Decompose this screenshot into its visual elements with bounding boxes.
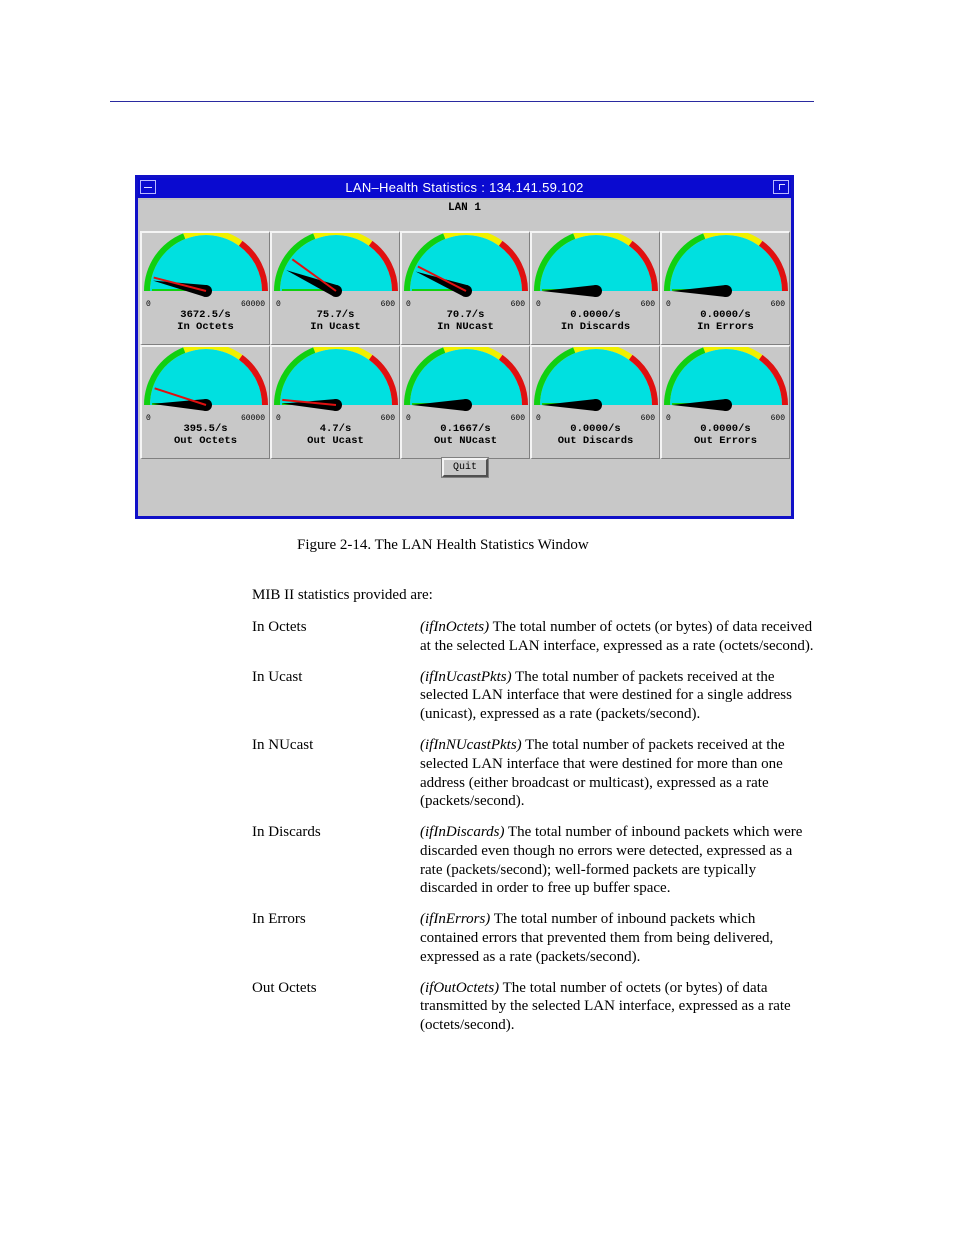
gauge-max-label: 60000 <box>240 300 265 309</box>
definition-description <box>420 736 815 811</box>
gauge-name: Out Ucast <box>307 435 364 447</box>
gauge-rate: 0.0000/s <box>700 309 751 321</box>
gauge-rate: 395.5/s <box>183 423 228 435</box>
figure-caption: Figure 2-14. The LAN Health Statistics Window <box>297 537 589 553</box>
definition-description <box>420 823 815 898</box>
gauge-dial <box>662 347 790 415</box>
gauge-max-label: 600 <box>510 300 525 309</box>
quit-button[interactable]: Quit <box>442 458 488 477</box>
gauge-max-label: 600 <box>510 414 525 423</box>
gauge-name: In Discards <box>560 321 631 333</box>
lan-health-window <box>135 175 794 519</box>
definition-text: The total number of octets (or bytes) of data transmitted by the selected LAN interface, expressed as a rate (octets/second). <box>420 979 791 1034</box>
gauge-name: Out Octets <box>173 435 237 447</box>
gauge-rate: 0.0000/s <box>700 423 751 435</box>
gauge-max-label: 600 <box>380 300 395 309</box>
definition-text: The total number of octets (or bytes) of data received at the selected LAN interface, expressed as a rate (octets/second). <box>420 619 814 654</box>
mib-object-name: (ifInDiscards) <box>420 824 505 841</box>
gauge-row <box>140 231 792 345</box>
gauge-in-errors <box>660 231 790 345</box>
window-title: LAN–Health Statistics : 134.141.59.102 <box>345 180 584 195</box>
gauge-rate: 75.7/s <box>316 309 355 321</box>
gauge-min-label: 0 <box>276 414 281 423</box>
gauge-dial <box>142 233 270 301</box>
gauge-min-label: 0 <box>406 414 411 423</box>
gauge-min-label: 0 <box>276 300 281 309</box>
gauge-max-label: 600 <box>380 414 395 423</box>
gauge-name: In NUcast <box>437 321 494 333</box>
gauge-out-nucast <box>400 345 530 459</box>
gauge-min-label: 0 <box>406 300 411 309</box>
definition-text: The total number of inbound packets which contained errors that prevented them from being delivered, expressed as a rate (packets/second). <box>420 911 774 965</box>
gauge-dial <box>272 347 400 415</box>
gauge-in-octets <box>140 231 270 345</box>
gauge-dial <box>272 233 400 301</box>
gauge-dial <box>532 233 660 301</box>
gauge-in-ucast <box>270 231 400 345</box>
needle-hub <box>720 399 732 411</box>
needle-hub <box>720 285 732 297</box>
maximize-button[interactable] <box>773 180 789 194</box>
definition-description <box>420 910 815 966</box>
gauge-name: In Errors <box>697 321 754 333</box>
gauge-dial <box>532 347 660 415</box>
definition-item <box>252 823 817 898</box>
definition-description <box>420 979 815 1035</box>
gauge-row <box>140 345 792 459</box>
definition-text: The total number of inbound packets which were discarded even though no errors were detected, expressed as a rate (packets/second); well-formed packets are typically discarded in order to free up buffer space. <box>420 824 803 897</box>
gauge-out-ucast <box>270 345 400 459</box>
gauge-max-label: 600 <box>770 414 785 423</box>
gauge-dial <box>402 233 530 301</box>
gauge-in-discards <box>530 231 660 345</box>
gauge-rate: 4.7/s <box>319 423 352 435</box>
needle-hub <box>590 285 602 297</box>
mib-object-name: (ifOutOctets) <box>420 979 500 996</box>
gauge-rate: 0.0000/s <box>570 309 621 321</box>
gauge-out-octets <box>140 345 270 459</box>
needle-hub <box>460 399 472 411</box>
gauge-min-label: 0 <box>536 414 541 423</box>
definition-item <box>252 668 817 724</box>
definition-item <box>252 979 817 1035</box>
definition-term: In Discards <box>252 824 321 841</box>
gauge-min-label: 0 <box>536 300 541 309</box>
gauge-min-label: 0 <box>666 414 671 423</box>
gauge-dial <box>142 347 270 415</box>
gauge-min-label: 0 <box>146 300 151 309</box>
gauge-dial <box>402 347 530 415</box>
definition-term: In Errors <box>252 911 306 928</box>
gauge-grid <box>140 231 792 459</box>
definition-term: In NUcast <box>252 737 314 754</box>
gauge-in-nucast <box>400 231 530 345</box>
intro-text: MIB II statistics provided are: <box>252 587 433 603</box>
definition-text: The total number of packets received at the selected LAN interface that were destined for a single address (unicast), expressed as a rate (packets/second). <box>420 668 792 723</box>
definition-term: In Octets <box>252 619 307 635</box>
gauge-name: Out Discards <box>557 435 634 447</box>
definition-item <box>252 736 817 811</box>
gauge-out-discards <box>530 345 660 459</box>
gauge-max-label: 600 <box>770 300 785 309</box>
gauge-min-label: 0 <box>666 300 671 309</box>
gauge-rate: 0.0000/s <box>570 423 621 435</box>
gauge-out-errors <box>660 345 790 459</box>
definition-term: In Ucast <box>252 668 303 685</box>
title-bar[interactable] <box>138 178 791 200</box>
definition-item <box>252 910 817 966</box>
window-menu-button[interactable] <box>140 180 156 194</box>
gauge-name: In Ucast <box>310 321 361 333</box>
definition-list <box>252 618 817 1047</box>
header-rule <box>110 101 814 102</box>
gauge-max-label: 60000 <box>240 414 265 423</box>
gauge-rate: 0.1667/s <box>440 423 491 435</box>
gauge-max-label: 600 <box>640 414 655 423</box>
mib-object-name: (ifInOctets) <box>420 619 490 635</box>
gauge-dial <box>662 233 790 301</box>
gauge-name: Out NUcast <box>433 435 497 447</box>
definition-item <box>252 618 817 655</box>
gauge-name: Out Errors <box>693 435 757 447</box>
gauge-min-label: 0 <box>146 414 151 423</box>
gauge-name: In Octets <box>177 321 234 333</box>
definition-description <box>420 618 815 655</box>
gauge-rate: 3672.5/s <box>180 309 231 321</box>
mib-object-name: (ifInErrors) <box>420 911 491 928</box>
mib-object-name: (ifInUcastPkts) <box>420 668 512 685</box>
definition-description <box>420 668 815 724</box>
definition-term: Out Octets <box>252 979 317 996</box>
lan-label: LAN 1 <box>447 202 481 214</box>
definition-text: The total number of packets received at the selected LAN interface that were destined for more than one address (either broadcast or multicast), expressed as a rate (packets/second). <box>420 737 785 810</box>
gauge-max-label: 600 <box>640 300 655 309</box>
gauge-rate: 70.7/s <box>446 309 485 321</box>
needle-hub <box>590 399 602 411</box>
mib-object-name: (ifInNUcastPkts) <box>420 737 522 754</box>
